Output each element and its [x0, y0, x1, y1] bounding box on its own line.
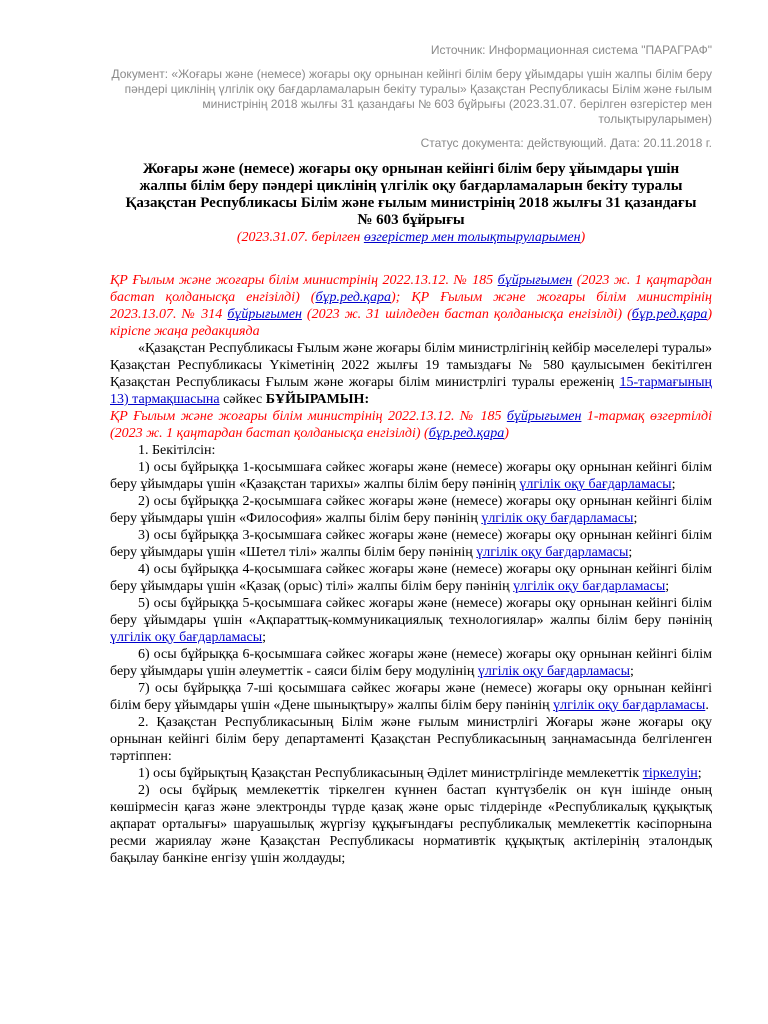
list-item [110, 527, 712, 561]
item-text: 7) осы бұйрыққа 7-ші қосымшаға сәйкес жоғары және (немесе) жоғары оқу орнынан кейінгі білім беру ұйымдары үшін «Дене шынықтыру» жалпы білім беру пәнінің [110, 681, 712, 713]
item-end: ; [671, 477, 676, 492]
clause-2-item-2: 2) осы бұйрық мемлекеттік тіркелген күннен бастап күнтүзбелік он күн ішінде оның көшірмесін қағаз және электронды түрде қазақ және орыс тілдерінде «Республикалық құқықтық ақпарат орталығы» шаруашылық жүргізу құқығындағы республикалық мемлекеттік кәсіпорнына ресми жариялау және Қазақстан Республикасы нормативтік құқықтық актілерінің эталондық бақылау банкіне енгізу үшін жолдауды; [110, 783, 712, 866]
item-end: ; [633, 511, 638, 526]
curriculum-link[interactable]: үлгілік оқу бағдарламасы [513, 579, 666, 594]
clause-2-item-1 [110, 765, 712, 782]
curriculum-link[interactable]: үлгілік оқу бағдарламасы [110, 630, 263, 645]
amendment-note-clause1 [110, 408, 712, 442]
curriculum-link[interactable]: үлгілік оқу бағдарламасы [481, 511, 634, 526]
item-end: ; [628, 545, 633, 560]
list-item [110, 459, 712, 493]
amend1-text4: (2023 ж. 31 шілдеден бастап қолданысқа енгізілді) ( [301, 307, 632, 322]
item-text: 1) осы бұйрыққа 1-қосымшаға сәйкес жоғары және (немесе) жоғары оқу орнынан кейінгі білім беру ұйымдары үшін «Қазақстан тарихы» жалпы білім беру пәнінің [110, 460, 712, 492]
item-text: 4) осы бұйрыққа 4-қосымшаға сәйкес жоғары және (немесе) жоғары оқу орнынан кейінгі білім беру ұйымдары үшін «Қазақ (орыс) тілі» жалпы білім беру пәнінің [110, 562, 712, 594]
preamble-paragraph [110, 340, 712, 408]
amend2-text1: ҚР Ғылым және жоғары білім министрінің 2022.13.12. № 185 [110, 409, 507, 424]
curriculum-link[interactable]: үлгілік оқу бағдарламасы [477, 664, 630, 679]
item-text: 6) осы бұйрыққа 6-қосымшаға сәйкес жоғары және (немесе) жоғары оқу орнынан кейінгі білім беру ұйымдары үшін әлеуметтік - саяси білім беру модулінің [110, 647, 712, 679]
subtitle-post: ) [580, 230, 586, 245]
order-link-185[interactable]: бұйрығымен [497, 273, 573, 288]
item-text: 2) осы бұйрыққа 2-қосымшаға сәйкес жоғары және (немесе) жоғары оқу орнынан кейінгі білім беру ұйымдары үшін «Философия» жалпы білім беру пәнінің [110, 494, 712, 526]
list-item [110, 646, 712, 680]
amend1-text3: ); ҚР Ғылым және жоғары білім министрінің 2023.13.07. № 314 [110, 290, 712, 322]
document-info: Документ: «Жоғары және (немесе) жоғары оқу орнынан кейінгі білім беру ұйымдары үшін жалпы білім беру пәндері циклінің үлгілік оқу бағдарламаларын бекіту туралы» Қазақстан Республикасы Білім және ғылым министрінің 2018 жылғы 31 қазандағы № 603 бұйрығы (2023.31.07. берілген өзгерістер мен толықтыруларымен) [111, 67, 712, 126]
prev-edition-link-3[interactable]: бұр.ред.қара [428, 426, 505, 441]
list-item [110, 561, 712, 595]
order-keyword: БҰЙЫРАМЫН: [265, 392, 370, 407]
subtitle-amendments [110, 229, 712, 246]
item-end: ; [262, 630, 267, 645]
prev-edition-link-2[interactable]: бұр.ред.қара [631, 307, 708, 322]
clause-1-heading: 1. Бекітілсін: [138, 443, 216, 458]
curriculum-link[interactable]: үлгілік оқу бағдарламасы [553, 698, 706, 713]
registration-link[interactable]: тіркелуін [642, 766, 698, 781]
item-text: 1) осы бұйрықтың Қазақстан Республикасының Әділет министрлігінде мемлекеттік [138, 766, 643, 781]
amendment-note-preamble [110, 272, 712, 340]
source-line: Источник: Информационная система "ПАРАГРАФ" [430, 43, 712, 57]
document-title: Жоғары және (немесе) жоғары оқу орнынан кейінгі білім беру ұйымдары үшін жалпы білім беру пәндері циклінің үлгілік оқу бағдарламаларын бекіту туралы Қазақстан Республикасы Білім және ғылым министрінің 2018 жылғы 31 қазандағы № 603 бұйрығы [125, 161, 697, 228]
list-item [110, 493, 712, 527]
amendments-link[interactable]: өзгерістер мен толықтыруларымен [363, 230, 581, 245]
item-end: ; [630, 664, 634, 679]
order-link-185-b[interactable]: бұйрығымен [506, 409, 582, 424]
clause-2-paragraph: 2. Қазақстан Республикасының Білім және ғылым министрлігі Жоғары және жоғары оқу орнынан кейінгі білім беру департаменті Қазақстан Республикасының заңнамасында белгіленген тәртіппен: [110, 715, 712, 764]
list-item [110, 595, 712, 646]
regulation-clause-link[interactable]: 15-тармағының 13) тармақшасына [110, 375, 712, 407]
status-line: Статус документа: действующий. Дата: 20.11.2018 г. [420, 136, 712, 150]
item-end: . [705, 698, 709, 713]
list-item [110, 680, 712, 714]
prev-edition-link-1[interactable]: бұр.ред.қара [315, 290, 391, 305]
item-end: ; [665, 579, 670, 594]
curriculum-link[interactable]: үлгілік оқу бағдарламасы [476, 545, 629, 560]
item-text: 3) осы бұйрыққа 3-қосымшаға сәйкес жоғары және (немесе) жоғары оқу орнынан кейінгі білім беру ұйымдары үшін «Шетел тілі» жалпы білім беру пәнінің [110, 528, 712, 560]
intro-text2: сәйкес [219, 392, 266, 407]
amend1-text1: ҚР Ғылым және жоғары білім министрінің 2022.13.12. № 185 [110, 273, 498, 288]
intro-text1: «Қазақстан Республикасы Ғылым және жоғары білім министрлігінің кейбір мәселелері туралы» Қазақстан Республикасы Үкіметінің 2022 жылғы 19 тамыздағы № 580 қаулысымен бекітілген Қазақстан Республикасы Ғылым және жоғары білім министрлігі туралы ереженің [110, 341, 712, 390]
item-text: 5) осы бұйрыққа 5-қосымшаға сәйкес жоғары және (немесе) жоғары оқу орнынан кейінгі білім беру ұйымдары үшін «Ақпараттық-коммуникациялық технологиялар» жалпы білім беру пәнінің [110, 596, 712, 628]
amend1-text5: ) кіріспе жаңа редакцияда [110, 307, 713, 339]
amend2-text2: 1-тармақ өзгертілді (2023 ж. 1 қаңтардан бастап қолданысқа енгізілді) ( [110, 409, 712, 441]
item-end: ; [697, 766, 702, 781]
subtitle-pre: (2023.31.07. берілген [236, 230, 364, 245]
amend1-text2: (2023 ж. 1 қаңтардан бастап қолданысқа енгізілді) ( [110, 273, 712, 305]
curriculum-link[interactable]: үлгілік оқу бағдарламасы [519, 477, 672, 492]
order-link-314[interactable]: бұйрығымен [227, 307, 302, 322]
amend2-text3: ) [504, 426, 509, 441]
